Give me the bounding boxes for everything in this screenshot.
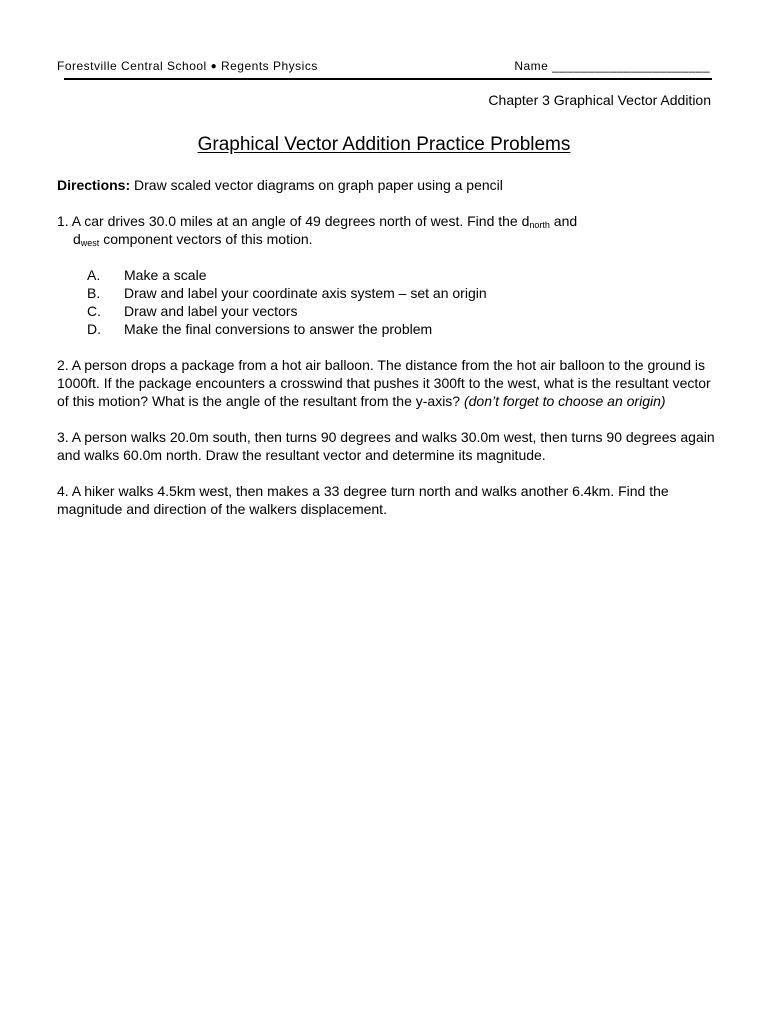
q1-text-part4: component vectors of this motion. — [99, 231, 313, 247]
q1-sub-north: north — [529, 220, 550, 230]
course-name: Regents Physics — [220, 59, 318, 73]
question-4: 4. A hiker walks 4.5km west, then makes a 33 degree turn north and walks another 6.4km. Find the magnitude and direction of the walkers displacement. — [57, 483, 669, 517]
q1-text-part1: 1. A car drives 30.0 miles at an angle of 49 degrees north of west. Find the d — [57, 213, 530, 229]
q2-italic-note: (don’t forget to choose an origin) — [463, 393, 666, 409]
bullet-separator: ● — [210, 61, 218, 72]
list-item: C. Draw and label your vectors — [87, 303, 298, 319]
directions-text: Draw scaled vector diagrams on graph paper using a pencil — [134, 177, 503, 193]
question-1-line-2 — [57, 230, 717, 248]
question-1 — [57, 212, 717, 230]
q1-text-part2: and — [549, 213, 578, 229]
question-3: 3. A person walks 20.0m south, then turns 90 degrees and walks 30.0m west, then turns 90 degrees again and walks 60.0m north. Draw the resultant vector and determine its magnitude. — [57, 429, 715, 463]
page-header — [57, 59, 710, 75]
chapter-label: Chapter 3 Graphical Vector Addition — [488, 92, 711, 108]
worksheet-content — [57, 176, 717, 536]
name-label: Name — [514, 59, 549, 73]
header-divider — [64, 78, 712, 80]
directions-label: Directions: — [57, 177, 131, 193]
q2-text: 2. A person drops a package from a hot air balloon. The distance from the hot air balloon to the ground is 1000ft. If the package encounters a crosswind that pushes it 300ft to the west, what is the resultant vector of this motion? What is the angle of the resultant from the y-axis? — [57, 357, 711, 409]
header-school-course — [57, 59, 318, 73]
page-title-text: Graphical Vector Addition Practice Problems — [197, 134, 571, 155]
name-field — [514, 59, 710, 73]
name-blank-line: ______________________ — [552, 59, 710, 73]
directions — [57, 176, 717, 194]
q1-sub-west: west — [80, 238, 100, 248]
question-2 — [57, 356, 717, 410]
list-item: A. Make a scale — [87, 267, 207, 283]
q1-text-part3: d — [73, 231, 81, 247]
list-item: B. Draw and label your coordinate axis system – set an origin — [87, 285, 487, 301]
list-item: D. Make the final conversions to answer the problem — [87, 321, 433, 337]
page-title — [0, 134, 768, 156]
step-list — [57, 266, 717, 338]
school-name: Forestville Central School — [57, 59, 207, 73]
